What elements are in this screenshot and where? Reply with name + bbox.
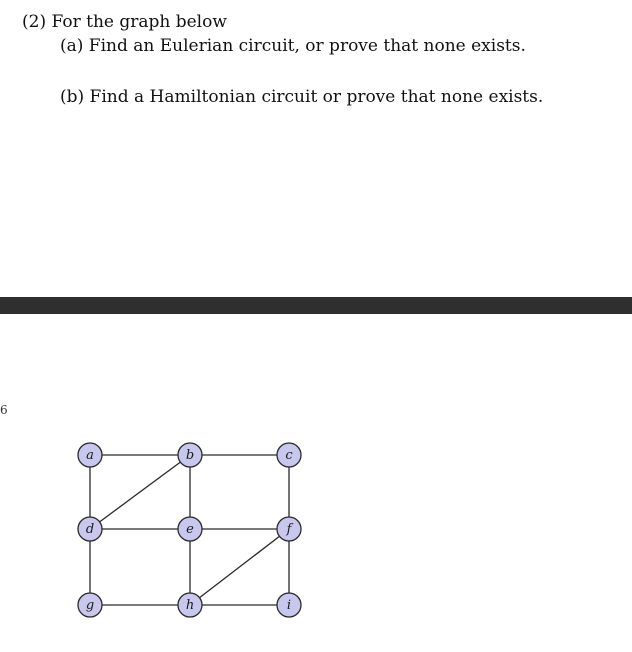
question-header: (2) For the graph below xyxy=(22,12,227,32)
graph-node-c xyxy=(277,443,301,467)
graph-node-label: b xyxy=(185,448,195,463)
graph-node-label: g xyxy=(85,598,95,613)
graph-edge-b-d xyxy=(90,455,190,529)
graph-node-d xyxy=(78,517,102,541)
graph-node-g xyxy=(78,593,102,617)
graph-node-label: a xyxy=(86,448,94,463)
graph-node-e xyxy=(178,517,202,541)
graph-node-a xyxy=(78,443,102,467)
question-part-a: (a) Find an Eulerian circuit, or prove that none exists. xyxy=(60,36,526,56)
graph-node-label: d xyxy=(85,522,95,537)
graph-node-label: h xyxy=(185,598,195,613)
question-part-b: (b) Find a Hamiltonian circuit or prove that none exists. xyxy=(60,87,544,107)
graph-node-label: e xyxy=(186,522,194,537)
graph-edge-f-h xyxy=(190,529,289,605)
graph-node-label: f xyxy=(286,522,292,537)
graph-node-h xyxy=(178,593,202,617)
graph-node-b xyxy=(178,443,202,467)
graph-node-label: c xyxy=(285,448,293,463)
graph-node-f xyxy=(277,517,301,541)
graph-node-i xyxy=(277,593,301,617)
graph-node-label: i xyxy=(286,598,292,613)
page-number: 6 xyxy=(0,403,8,417)
